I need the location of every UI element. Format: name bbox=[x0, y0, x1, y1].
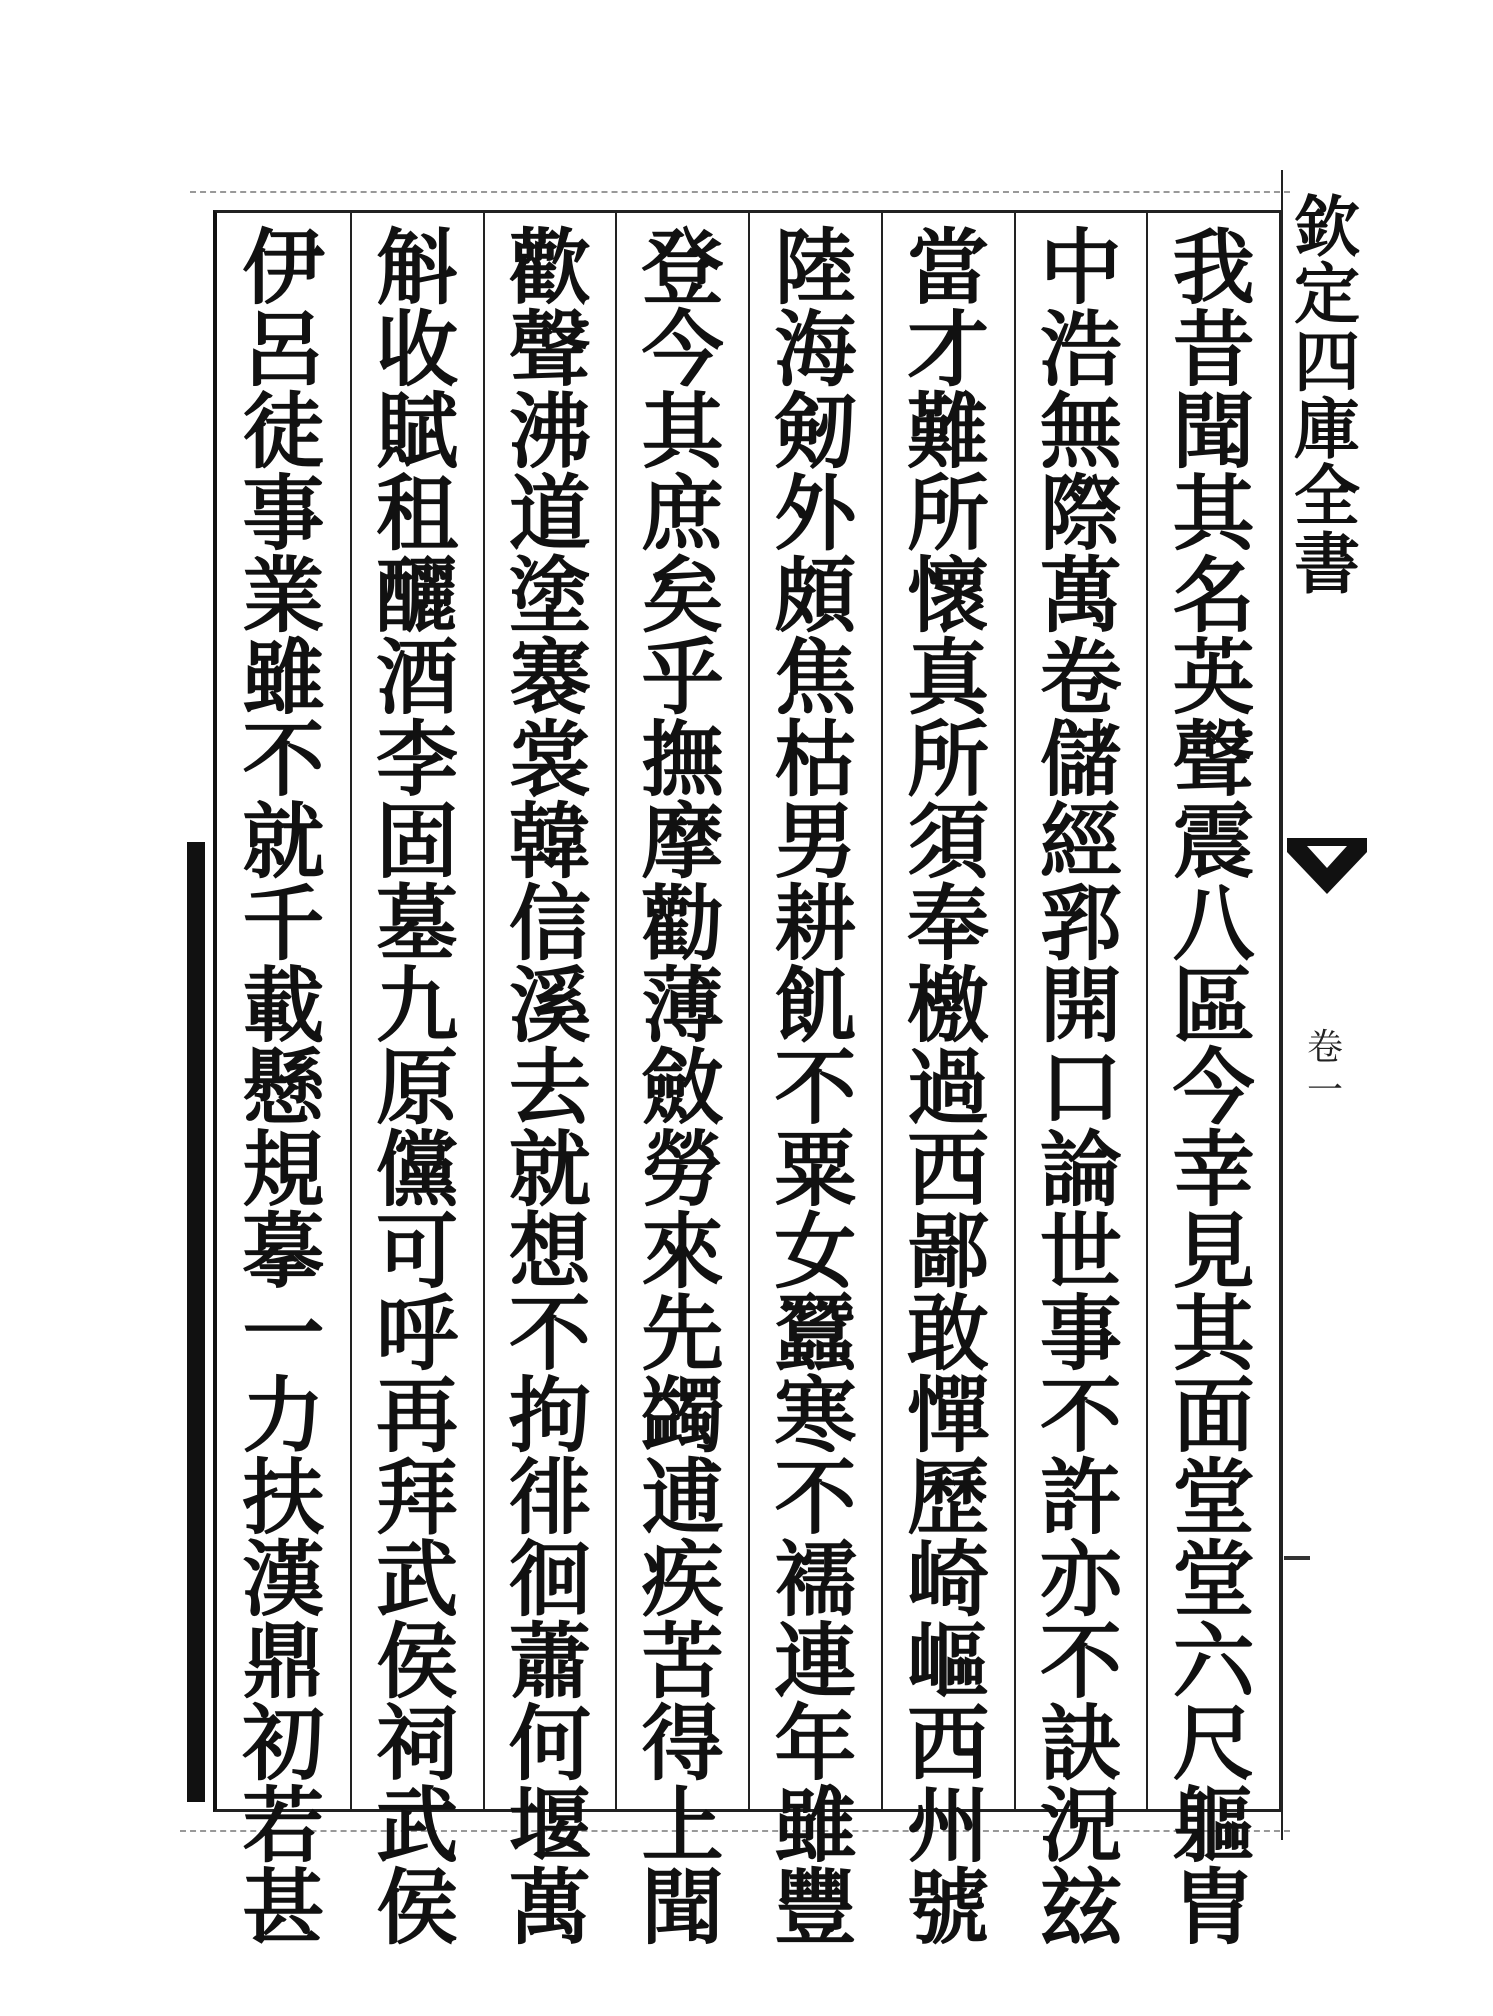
character: 徒 bbox=[242, 384, 325, 480]
bottom-edge-dashes bbox=[180, 1830, 1290, 1832]
character: 祠 bbox=[376, 1696, 459, 1792]
character: 斛 bbox=[376, 220, 459, 316]
character: 懸 bbox=[242, 1040, 325, 1136]
character: 剱 bbox=[774, 384, 857, 480]
character: 勞 bbox=[641, 1122, 724, 1218]
character: 萬 bbox=[508, 1860, 591, 1956]
title-character: 欽 bbox=[1294, 188, 1360, 266]
character: 武 bbox=[376, 1778, 459, 1874]
title-character: 四 bbox=[1294, 322, 1360, 401]
character: 堂 bbox=[1172, 1532, 1255, 1628]
character: 侯 bbox=[376, 1614, 459, 1710]
character: 世 bbox=[1039, 1204, 1122, 1300]
character: 幸 bbox=[1172, 1122, 1255, 1218]
text-column bbox=[217, 213, 350, 1956]
character: 不 bbox=[242, 712, 325, 808]
character: 況 bbox=[1039, 1778, 1122, 1874]
character: 中 bbox=[1039, 220, 1122, 316]
character: 雖 bbox=[774, 1778, 857, 1874]
top-edge-dashes bbox=[190, 191, 1290, 193]
character: 儻 bbox=[376, 1122, 459, 1218]
character: 豐 bbox=[774, 1860, 857, 1956]
character: 酒 bbox=[376, 630, 459, 726]
character: 女 bbox=[774, 1204, 857, 1300]
character: 逋 bbox=[641, 1450, 724, 1546]
character: 伊 bbox=[242, 220, 325, 316]
character: 若 bbox=[242, 1778, 325, 1874]
character: 勸 bbox=[641, 876, 724, 972]
character: 扶 bbox=[242, 1450, 325, 1546]
character: 所 bbox=[907, 466, 990, 562]
character: 不 bbox=[774, 1450, 857, 1546]
character: 租 bbox=[376, 466, 459, 562]
character: 韓 bbox=[508, 794, 591, 890]
character: 見 bbox=[1172, 1204, 1255, 1300]
character: 得 bbox=[641, 1696, 724, 1792]
character: 不 bbox=[508, 1286, 591, 1382]
text-column bbox=[881, 213, 1014, 1956]
character: 我 bbox=[1172, 220, 1255, 316]
page-header-strip bbox=[1281, 170, 1367, 1840]
character: 面 bbox=[1172, 1368, 1255, 1464]
header-tick-mark bbox=[1284, 1556, 1310, 1560]
character: 賦 bbox=[376, 384, 459, 480]
character: 呼 bbox=[376, 1286, 459, 1382]
character: 初 bbox=[242, 1696, 325, 1792]
character: 尺 bbox=[1172, 1696, 1255, 1792]
character: 開 bbox=[1039, 958, 1122, 1054]
character: 先 bbox=[641, 1286, 724, 1382]
character: 許 bbox=[1039, 1450, 1122, 1546]
character: 來 bbox=[641, 1204, 724, 1300]
character: 可 bbox=[376, 1204, 459, 1300]
character: 疾 bbox=[641, 1532, 724, 1628]
character: 憚 bbox=[907, 1368, 990, 1464]
character: 收 bbox=[376, 302, 459, 398]
character: 墓 bbox=[376, 876, 459, 972]
character: 懷 bbox=[907, 548, 990, 644]
character: 外 bbox=[774, 466, 857, 562]
character: 蕭 bbox=[508, 1614, 591, 1710]
character: 論 bbox=[1039, 1122, 1122, 1218]
character: 海 bbox=[774, 302, 857, 398]
volume-character: 一 bbox=[1306, 1070, 1343, 1112]
character: 事 bbox=[1039, 1286, 1122, 1382]
character: 苦 bbox=[641, 1614, 724, 1710]
character: 西 bbox=[907, 1696, 990, 1792]
character: 原 bbox=[376, 1040, 459, 1136]
character: 規 bbox=[242, 1122, 325, 1218]
character: 陸 bbox=[774, 220, 857, 316]
character: 郛 bbox=[1039, 876, 1122, 972]
character: 釃 bbox=[376, 548, 459, 644]
character: 頗 bbox=[774, 548, 857, 644]
character: 襦 bbox=[774, 1532, 857, 1628]
text-frame bbox=[213, 210, 1281, 1956]
character: 儲 bbox=[1039, 712, 1122, 808]
title-character: 定 bbox=[1294, 255, 1360, 334]
character: 上 bbox=[641, 1778, 724, 1874]
character: 過 bbox=[907, 1040, 990, 1136]
character: 六 bbox=[1172, 1614, 1255, 1710]
character: 事 bbox=[242, 466, 325, 562]
character: 千 bbox=[242, 876, 325, 972]
character: 道 bbox=[508, 466, 591, 562]
character: 寒 bbox=[774, 1368, 857, 1464]
character: 八 bbox=[1172, 876, 1255, 972]
character: 何 bbox=[508, 1696, 591, 1792]
character: 當 bbox=[907, 220, 990, 316]
text-column bbox=[1146, 213, 1279, 1956]
character: 耕 bbox=[774, 876, 857, 972]
character: 不 bbox=[1039, 1614, 1122, 1710]
character: 萬 bbox=[1039, 548, 1122, 644]
gutter-bar bbox=[187, 842, 205, 1802]
character: 不 bbox=[774, 1040, 857, 1136]
character: 登 bbox=[641, 220, 724, 316]
character: 堂 bbox=[1172, 1450, 1255, 1546]
character: 昔 bbox=[1172, 302, 1255, 398]
character: 業 bbox=[242, 548, 325, 644]
character: 州 bbox=[907, 1778, 990, 1874]
character: 名 bbox=[1172, 548, 1255, 644]
character: 甚 bbox=[242, 1860, 325, 1956]
character: 撫 bbox=[641, 712, 724, 808]
character: 其 bbox=[641, 384, 724, 480]
character: 褰 bbox=[508, 630, 591, 726]
character: 聞 bbox=[1172, 384, 1255, 480]
character: 檄 bbox=[907, 958, 990, 1054]
character: 鼎 bbox=[242, 1614, 325, 1710]
character: 焦 bbox=[774, 630, 857, 726]
character: 經 bbox=[1039, 794, 1122, 890]
character: 亦 bbox=[1039, 1532, 1122, 1628]
character: 浩 bbox=[1039, 302, 1122, 398]
character: 拘 bbox=[508, 1368, 591, 1464]
character: 其 bbox=[1172, 1286, 1255, 1382]
character: 訣 bbox=[1039, 1696, 1122, 1792]
character: 胄 bbox=[1172, 1860, 1255, 1956]
character: 固 bbox=[376, 794, 459, 890]
character: 崎 bbox=[907, 1532, 990, 1628]
character: 西 bbox=[907, 1122, 990, 1218]
character: 際 bbox=[1039, 466, 1122, 562]
character: 沸 bbox=[508, 384, 591, 480]
character: 想 bbox=[508, 1204, 591, 1300]
title-character: 全 bbox=[1294, 457, 1360, 536]
character: 枯 bbox=[774, 712, 857, 808]
character: 口 bbox=[1039, 1040, 1122, 1136]
title-character: 庫 bbox=[1294, 389, 1360, 468]
character: 侯 bbox=[376, 1860, 459, 1956]
volume-label bbox=[1297, 1026, 1353, 1112]
character: 去 bbox=[508, 1040, 591, 1136]
character: 嶇 bbox=[907, 1614, 990, 1710]
character: 雖 bbox=[242, 630, 325, 726]
character: 拜 bbox=[376, 1450, 459, 1546]
character: 再 bbox=[376, 1368, 459, 1464]
character: 難 bbox=[907, 384, 990, 480]
character: 聲 bbox=[508, 302, 591, 398]
character: 蠶 bbox=[774, 1286, 857, 1382]
character: 裳 bbox=[508, 712, 591, 808]
character: 徊 bbox=[508, 1532, 591, 1628]
character: 敢 bbox=[907, 1286, 990, 1382]
character: 飢 bbox=[774, 958, 857, 1054]
character: 聲 bbox=[1172, 712, 1255, 808]
character: 蠲 bbox=[641, 1368, 724, 1464]
character: 載 bbox=[242, 958, 325, 1054]
character: 就 bbox=[242, 794, 325, 890]
text-column bbox=[615, 213, 748, 1956]
character: 九 bbox=[376, 958, 459, 1054]
character: 奉 bbox=[907, 876, 990, 972]
character: 不 bbox=[1039, 1368, 1122, 1464]
character: 塗 bbox=[508, 548, 591, 644]
character: 摹 bbox=[242, 1204, 325, 1300]
character: 軀 bbox=[1172, 1778, 1255, 1874]
character: 真 bbox=[907, 630, 990, 726]
character: 卷 bbox=[1039, 630, 1122, 726]
character: 所 bbox=[907, 712, 990, 808]
character: 鄙 bbox=[907, 1204, 990, 1300]
character: 才 bbox=[907, 302, 990, 398]
character: 呂 bbox=[242, 302, 325, 398]
character: 堰 bbox=[508, 1778, 591, 1874]
character: 男 bbox=[774, 794, 857, 890]
character: 無 bbox=[1039, 384, 1122, 480]
character: 乎 bbox=[641, 630, 724, 726]
character: 庶 bbox=[641, 466, 724, 562]
character: 斂 bbox=[641, 1040, 724, 1136]
character: 今 bbox=[1172, 1040, 1255, 1136]
character: 聞 bbox=[641, 1860, 724, 1956]
character: 震 bbox=[1172, 794, 1255, 890]
character: 薄 bbox=[641, 958, 724, 1054]
character: 就 bbox=[508, 1122, 591, 1218]
text-column bbox=[1014, 213, 1147, 1956]
character: 年 bbox=[774, 1696, 857, 1792]
character: 連 bbox=[774, 1614, 857, 1710]
character: 溪 bbox=[508, 958, 591, 1054]
character: 其 bbox=[1172, 466, 1255, 562]
character: 力 bbox=[242, 1368, 325, 1464]
character: 武 bbox=[376, 1532, 459, 1628]
book-title bbox=[1287, 188, 1367, 603]
character: 粟 bbox=[774, 1122, 857, 1218]
character: 漢 bbox=[242, 1532, 325, 1628]
character: 須 bbox=[907, 794, 990, 890]
character: 歡 bbox=[508, 220, 591, 316]
character: 矣 bbox=[641, 548, 724, 644]
character: 信 bbox=[508, 876, 591, 972]
title-character: 書 bbox=[1294, 524, 1360, 603]
character: 徘 bbox=[508, 1450, 591, 1546]
character: 今 bbox=[641, 302, 724, 398]
character: 一 bbox=[242, 1286, 325, 1382]
text-column bbox=[350, 213, 483, 1956]
character: 號 bbox=[907, 1860, 990, 1956]
text-column bbox=[483, 213, 616, 1956]
fishtail-mark-icon bbox=[1287, 838, 1367, 894]
character: 李 bbox=[376, 712, 459, 808]
text-column bbox=[748, 213, 881, 1956]
character: 英 bbox=[1172, 630, 1255, 726]
character: 區 bbox=[1172, 958, 1255, 1054]
volume-character: 卷 bbox=[1306, 1027, 1343, 1068]
character: 歷 bbox=[907, 1450, 990, 1546]
character: 玆 bbox=[1039, 1860, 1122, 1956]
character: 摩 bbox=[641, 794, 724, 890]
